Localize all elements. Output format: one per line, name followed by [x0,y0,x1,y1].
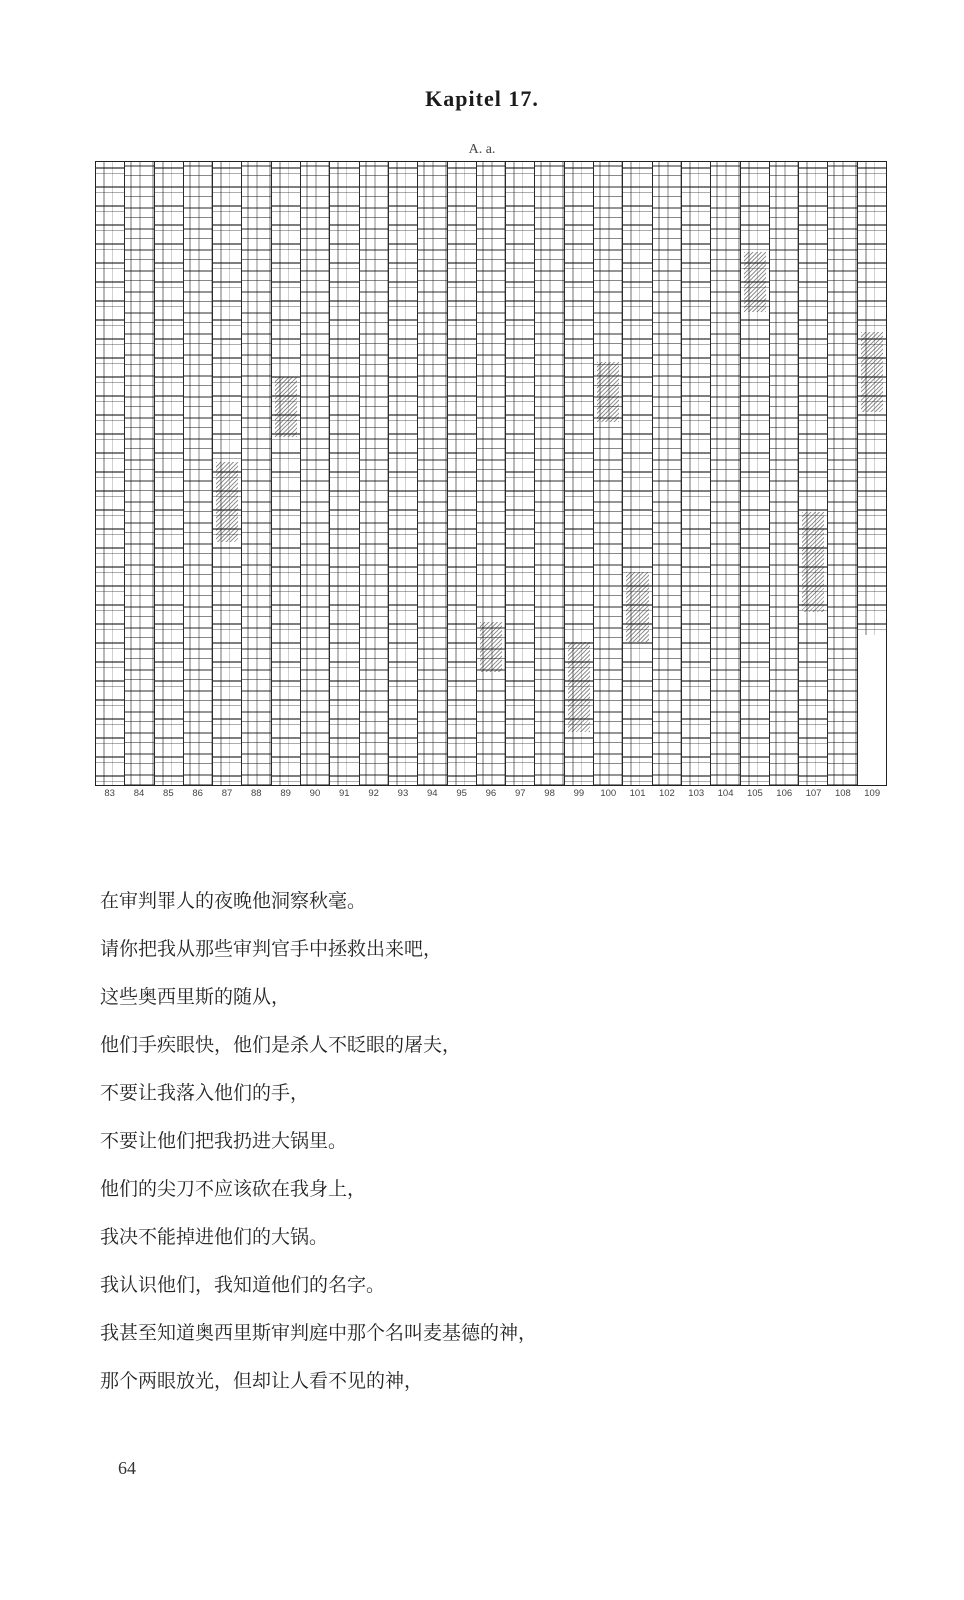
hieroglyph-column [96,162,124,785]
hieroglyph-column [300,162,329,785]
column-number: 109 [864,788,881,799]
column-number: 98 [544,788,555,799]
column-number: 106 [776,788,793,799]
hieroglyph-column [827,162,856,785]
column-number: 83 [104,788,115,799]
damaged-area [480,622,502,672]
column-number: 88 [251,788,262,799]
hieroglyph-column [183,162,212,785]
damaged-area [568,642,590,732]
hieroglyph-column [857,162,886,785]
poem-line: 他们的尖刀不应该砍在我身上， [100,1178,367,1200]
column-number: 95 [456,788,467,799]
column-number: 99 [573,788,585,799]
poem-line: 我决不能掉进他们的大锅。 [100,1226,329,1248]
hieroglyph-column [652,162,681,785]
poem-line: 这些奥西里斯的随从， [100,986,291,1008]
column-number: 103 [688,788,705,799]
hieroglyph-column [622,162,651,785]
hieroglyph-column [798,162,827,785]
column-number: 89 [280,788,291,799]
damaged-area [744,252,766,312]
column-number: 107 [805,788,822,799]
hieroglyph-column [212,162,241,785]
column-number: 100 [600,788,617,799]
page-number: 64 [118,1458,136,1478]
hieroglyph-column [388,162,417,785]
column-number: 90 [309,788,321,799]
damaged-area [216,462,238,542]
hieroglyph-column [124,162,153,785]
hieroglyph-column [241,162,270,785]
column-number: 97 [514,788,526,799]
column-number: 92 [368,788,379,799]
hieroglyph-plate [95,161,887,786]
column-number-row [95,788,887,799]
poem-line: 不要让他们把我扔进大锅里。 [100,1130,348,1152]
hieroglyph-column [447,162,476,785]
poem-line: 他们手疾眼快，他们是杀人不眨眼的屠夫， [100,1034,462,1056]
hieroglyph-column [329,162,358,785]
hieroglyph-column [593,162,622,785]
damaged-area [861,332,883,412]
damaged-area [275,377,297,437]
poem-line: 我甚至知道奥西里斯审判庭中那个名叫麦基德的神， [100,1322,538,1344]
hieroglyph-column [769,162,798,785]
section-label: A. a. [468,142,496,157]
damaged-area [802,512,824,612]
column-number: 93 [397,788,409,799]
hieroglyph-column [417,162,446,785]
hieroglyph-column [564,162,593,785]
column-number: 85 [163,788,174,799]
damaged-area [597,362,619,422]
hieroglyph-column [476,162,505,785]
damaged-area [626,572,648,642]
column-number: 94 [426,788,438,799]
hieroglyph-column [154,162,183,785]
hieroglyph-column [271,162,300,785]
poem-line: 那个两眼放光，但却让人看不见的神， [100,1370,424,1392]
hieroglyph-column [359,162,388,785]
column-number: 87 [221,788,233,799]
hieroglyph-column [534,162,563,785]
column-number: 108 [834,788,851,799]
poem-text [100,886,537,1414]
column-number: 96 [485,788,497,799]
hieroglyph-column [740,162,769,785]
column-number: 105 [746,788,763,799]
column-number: 104 [717,788,734,799]
column-number: 91 [339,788,350,799]
hieroglyph-column [710,162,739,785]
chapter-title: Kapitel 17. [425,86,539,111]
hieroglyph-column [681,162,710,785]
column-number: 84 [133,788,145,799]
poem-line: 我认识他们，我知道他们的名字。 [100,1274,386,1296]
column-number: 86 [192,788,203,799]
hieroglyph-column [505,162,534,785]
column-number: 102 [658,788,675,799]
poem-line: 不要让我落入他们的手， [100,1082,310,1104]
poem-line: 请你把我从那些审判官手中拯救出来吧， [100,938,443,960]
poem-line: 在审判罪人的夜晚他洞察秋毫。 [100,890,367,912]
column-number: 101 [629,788,646,799]
